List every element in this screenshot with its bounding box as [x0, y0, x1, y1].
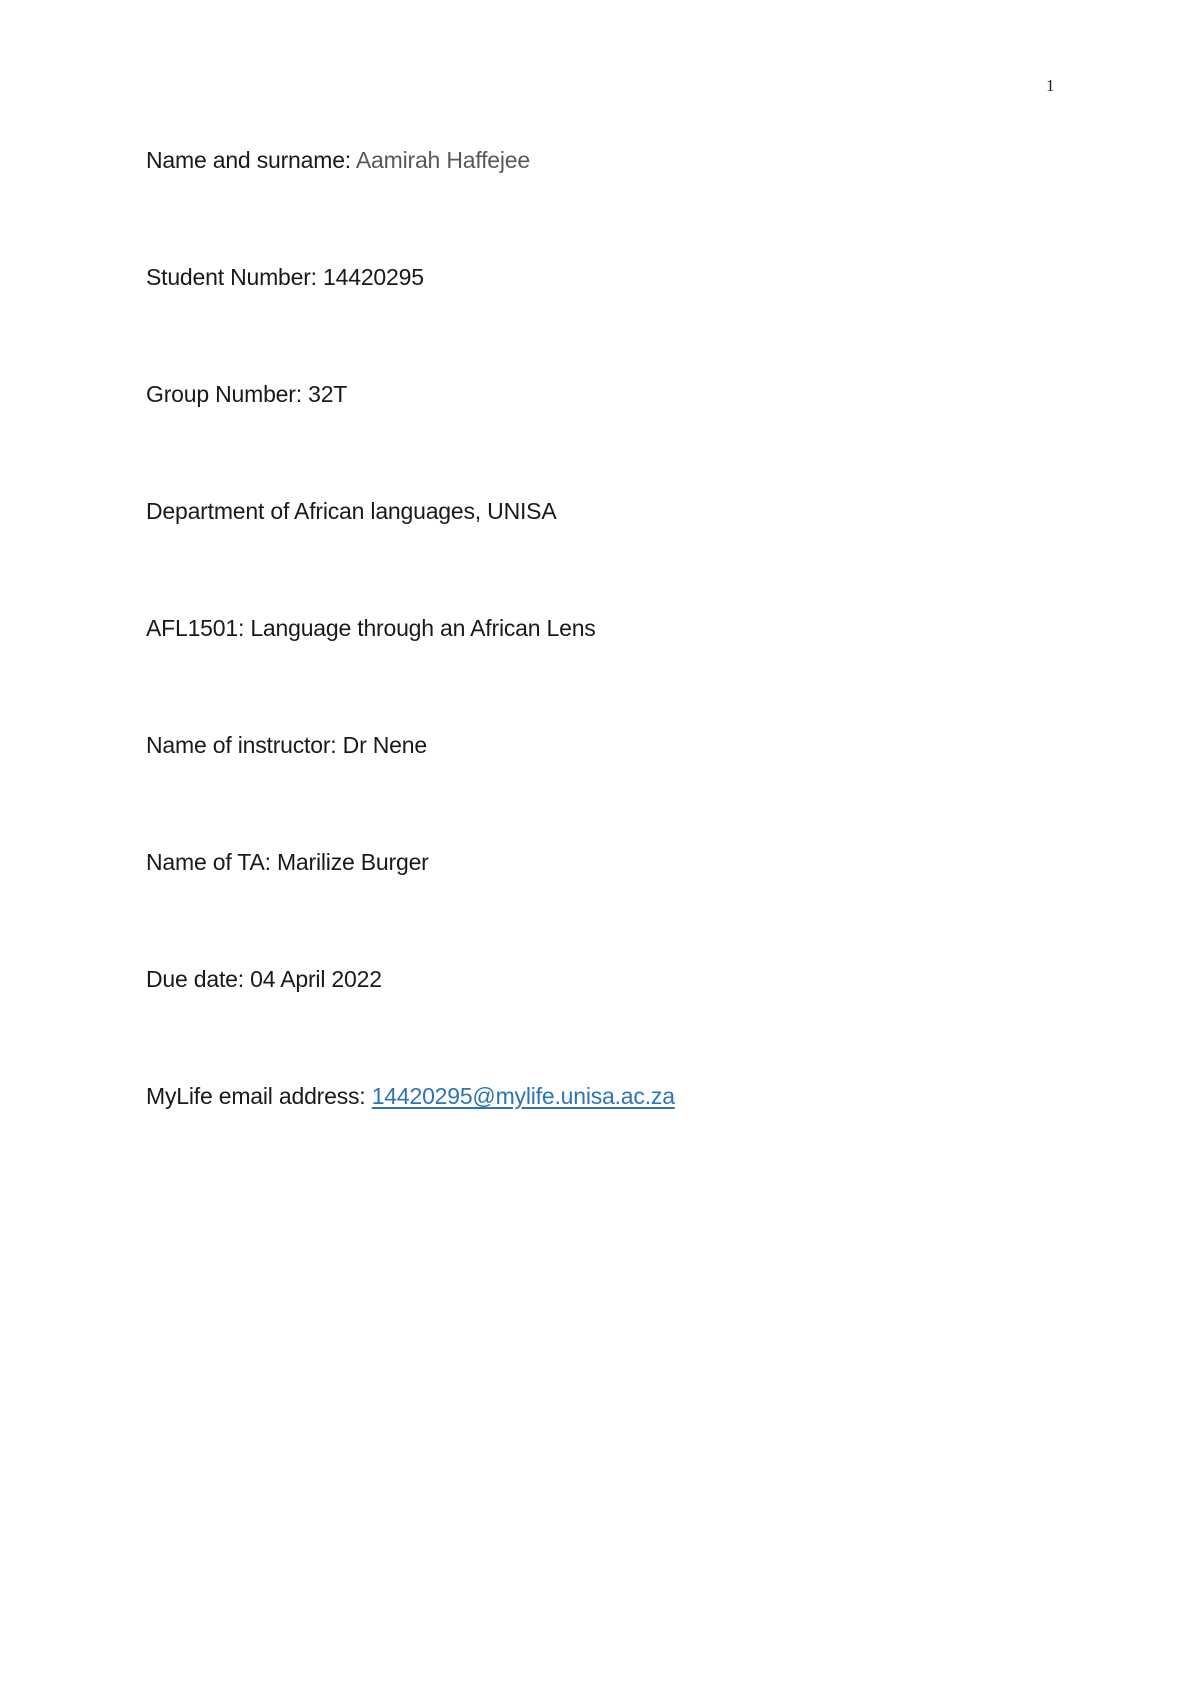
due-date-line: Due date: 04 April 2022 [146, 966, 382, 992]
student-number-line: Student Number: 14420295 [146, 264, 424, 290]
email-line [146, 1081, 675, 1111]
name-value: Aamirah Haffejee [355, 147, 530, 173]
course-line: AFL1501: Language through an African Lens [146, 615, 596, 641]
instructor-line: Name of instructor: Dr Nene [146, 732, 427, 758]
email-link[interactable]: 14420295@mylife.unisa.ac.za [371, 1083, 675, 1109]
email-label: MyLife email address: [146, 1083, 372, 1109]
group-number-line: Group Number: 32T [146, 381, 348, 407]
ta-line: Name of TA: Marilize Burger [146, 849, 429, 875]
name-label: Name and surname: [146, 147, 356, 173]
page-number: 1 [1046, 76, 1055, 95]
department-line: Department of African languages, UNISA [146, 498, 557, 524]
name-line [146, 145, 530, 175]
